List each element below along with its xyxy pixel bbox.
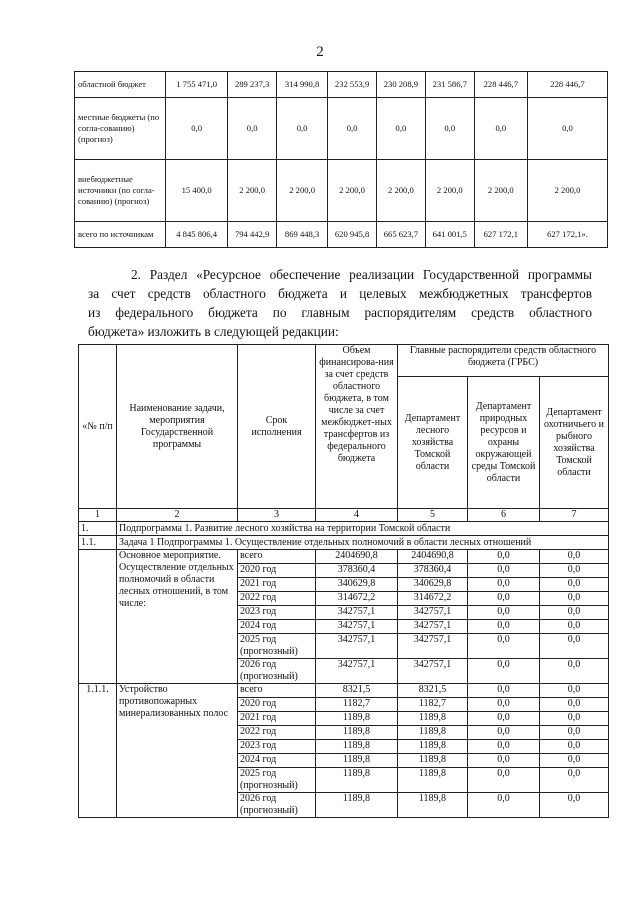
term-cell: 2023 год	[238, 606, 316, 620]
volume-cell: 2404690,8	[316, 550, 398, 564]
dept3-cell: 0,0	[540, 578, 609, 592]
dept3-cell: 0,0	[540, 634, 609, 659]
subprogram-title: Подпрограмма 1. Развитие лесного хозяйства на территории Томской области	[117, 522, 609, 536]
volume-cell: 1189,8	[316, 712, 398, 726]
funding-value: 15 400,0	[166, 160, 228, 222]
dept3-cell: 0,0	[540, 659, 609, 684]
dept1-cell: 378360,4	[398, 564, 468, 578]
dept2-cell: 0,0	[468, 659, 540, 684]
header-name: Наименование задачи, мероприятия Государственной программы	[117, 345, 238, 509]
term-cell: 2020 год	[238, 564, 316, 578]
term-cell: 2026 год (прогнозный)	[238, 659, 316, 684]
index-cell: 6	[468, 509, 540, 522]
dept3-cell: 0,0	[540, 592, 609, 606]
dept2-cell: 0,0	[468, 712, 540, 726]
funding-row	[75, 72, 608, 98]
dept3-cell: 0,0	[540, 712, 609, 726]
task-num: 1.1.	[79, 536, 117, 550]
funding-value: 2 200,0	[277, 160, 328, 222]
dept2-cell: 0,0	[468, 620, 540, 634]
funding-value: 620 945,8	[328, 222, 377, 248]
term-cell: 2021 год	[238, 578, 316, 592]
dept1-cell: 1189,8	[398, 712, 468, 726]
funding-value: 641 001,5	[425, 222, 474, 248]
year-row	[79, 684, 609, 698]
funding-value: 2 200,0	[527, 160, 607, 222]
dept1-cell: 342757,1	[398, 620, 468, 634]
volume-cell: 1189,8	[316, 768, 398, 793]
dept1-cell: 314672,2	[398, 592, 468, 606]
term-cell: 2025 год (прогнозный)	[238, 634, 316, 659]
funding-value: 627 172,1».	[527, 222, 607, 248]
dept2-cell: 0,0	[468, 634, 540, 659]
task-row	[79, 536, 609, 550]
index-row	[79, 509, 609, 522]
funding-source-label: областной бюджет	[75, 72, 166, 98]
term-cell: 2022 год	[238, 592, 316, 606]
header-grbs: Главные распорядители средств областного бюджета (ГРБС)	[398, 345, 609, 377]
term-cell: 2021 год	[238, 712, 316, 726]
funding-value: 0,0	[277, 98, 328, 160]
funding-value: 2 200,0	[328, 160, 377, 222]
term-cell: всего	[238, 550, 316, 564]
dept2-cell: 0,0	[468, 754, 540, 768]
term-cell: всего	[238, 684, 316, 698]
funding-row	[75, 98, 608, 160]
section-2-paragraph	[88, 265, 592, 341]
index-cell: 1	[79, 509, 117, 522]
dept3-cell: 0,0	[540, 620, 609, 634]
dept2-cell: 0,0	[468, 606, 540, 620]
funding-sources-table	[74, 71, 608, 248]
subprogram-row	[79, 522, 609, 536]
funding-row	[75, 160, 608, 222]
dept2-cell: 0,0	[468, 564, 540, 578]
dept3-cell: 0,0	[540, 606, 609, 620]
index-cell: 2	[117, 509, 238, 522]
volume-cell: 314672,2	[316, 592, 398, 606]
funding-value: 0,0	[376, 98, 425, 160]
volume-cell: 1189,8	[316, 726, 398, 740]
funding-value: 0,0	[228, 98, 277, 160]
task-title: Задача 1 Подпрограммы 1. Осуществление отдельных полномочий в области лесных отношений	[117, 536, 609, 550]
dept1-cell: 1189,8	[398, 768, 468, 793]
funding-value: 2 200,0	[474, 160, 527, 222]
term-cell: 2023 год	[238, 740, 316, 754]
header-dept1: Департамент лесного хозяйства Томской области	[398, 377, 468, 509]
paragraph-line: из федерального бюджета по главным распорядителям средств областного	[88, 305, 592, 320]
funding-value: 665 623,7	[376, 222, 425, 248]
dept1-cell: 1189,8	[398, 754, 468, 768]
index-cell: 4	[316, 509, 398, 522]
dept1-cell: 342757,1	[398, 606, 468, 620]
header-term: Срок исполнения	[238, 345, 316, 509]
paragraph-line: за счет средств областного бюджета и целевых межбюджетных трансфертов	[88, 286, 592, 301]
dept2-cell: 0,0	[468, 740, 540, 754]
dept3-cell: 0,0	[540, 740, 609, 754]
dept3-cell: 0,0	[540, 698, 609, 712]
dept3-cell: 0,0	[540, 564, 609, 578]
measure-num	[79, 550, 117, 684]
dept2-cell: 0,0	[468, 550, 540, 564]
volume-cell: 340629,8	[316, 578, 398, 592]
funding-value: 0,0	[474, 98, 527, 160]
funding-value: 2 200,0	[376, 160, 425, 222]
funding-source-label: всего по источникам	[75, 222, 166, 248]
funding-source-label: внебюджетные источники (по согла-сованию) (прогноз)	[75, 160, 166, 222]
volume-cell: 342757,1	[316, 659, 398, 684]
dept2-cell: 0,0	[468, 793, 540, 818]
dept1-cell: 340629,8	[398, 578, 468, 592]
funding-row	[75, 222, 608, 248]
volume-cell: 378360,4	[316, 564, 398, 578]
volume-cell: 342757,1	[316, 634, 398, 659]
dept2-cell: 0,0	[468, 578, 540, 592]
header-dept3: Департамент охотничьего и рыбного хозяйства Томской области	[540, 377, 609, 509]
funding-value: 228 446,7	[527, 72, 607, 98]
funding-value: 314 990,8	[277, 72, 328, 98]
term-cell: 2024 год	[238, 754, 316, 768]
volume-cell: 342757,1	[316, 606, 398, 620]
measure-name: Основное мероприятие. Осуществление отдельных полномочий в области лесных отношений, в том числе:	[117, 550, 238, 684]
funding-value: 794 442,9	[228, 222, 277, 248]
dept2-cell: 0,0	[468, 592, 540, 606]
dept1-cell: 1182,7	[398, 698, 468, 712]
dept1-cell: 1189,8	[398, 740, 468, 754]
subprogram-num: 1.	[79, 522, 117, 536]
funding-value: 0,0	[328, 98, 377, 160]
funding-value: 231 586,7	[425, 72, 474, 98]
index-cell: 3	[238, 509, 316, 522]
dept1-cell: 8321,5	[398, 684, 468, 698]
header-dept2: Департамент природных ресурсов и охраны окружающей среды Томской области	[468, 377, 540, 509]
dept2-cell: 0,0	[468, 768, 540, 793]
year-row	[79, 550, 609, 564]
dept1-cell: 1189,8	[398, 726, 468, 740]
funding-value: 230 208,9	[376, 72, 425, 98]
dept3-cell: 0,0	[540, 726, 609, 740]
index-cell: 7	[540, 509, 609, 522]
paragraph-line: 2. Раздел «Ресурсное обеспечение реализации Государственной программы	[131, 267, 592, 282]
term-cell: 2020 год	[238, 698, 316, 712]
dept3-cell: 0,0	[540, 684, 609, 698]
index-cell: 5	[398, 509, 468, 522]
funding-value: 289 237,3	[228, 72, 277, 98]
funding-value: 1 755 471,0	[166, 72, 228, 98]
volume-cell: 1189,8	[316, 740, 398, 754]
dept3-cell: 0,0	[540, 768, 609, 793]
dept3-cell: 0,0	[540, 793, 609, 818]
dept2-cell: 0,0	[468, 698, 540, 712]
term-cell: 2024 год	[238, 620, 316, 634]
funding-value: 228 446,7	[474, 72, 527, 98]
funding-source-label: местные бюджеты (по согла-сованию) (прогноз)	[75, 98, 166, 160]
dept3-cell: 0,0	[540, 754, 609, 768]
term-cell: 2025 год (прогнозный)	[238, 768, 316, 793]
dept2-cell: 0,0	[468, 726, 540, 740]
funding-value: 0,0	[166, 98, 228, 160]
dept1-cell: 2404690,8	[398, 550, 468, 564]
dept3-cell: 0,0	[540, 550, 609, 564]
volume-cell: 1189,8	[316, 793, 398, 818]
funding-value: 4 845 806,4	[166, 222, 228, 248]
funding-value: 0,0	[527, 98, 607, 160]
volume-cell: 8321,5	[316, 684, 398, 698]
paragraph-line: бюджета» изложить в следующей редакции:	[88, 324, 339, 339]
volume-cell: 1182,7	[316, 698, 398, 712]
dept2-cell: 0,0	[468, 684, 540, 698]
funding-value: 2 200,0	[425, 160, 474, 222]
term-cell: 2026 год (прогнозный)	[238, 793, 316, 818]
funding-value: 2 200,0	[228, 160, 277, 222]
term-cell: 2022 год	[238, 726, 316, 740]
header-volume: Объем финансирова-ния за счет средств областного бюджета, в том числе за счет межбюджет-ных трансфертов из федерального бюджета	[316, 345, 398, 509]
funding-value: 0,0	[425, 98, 474, 160]
dept1-cell: 342757,1	[398, 659, 468, 684]
header-num: «№ п/п	[79, 345, 117, 509]
measure-num: 1.1.1.	[79, 684, 117, 818]
funding-value: 627 172,1	[474, 222, 527, 248]
volume-cell: 1189,8	[316, 754, 398, 768]
measure-name: Устройство противопожарных минерализованных полос	[117, 684, 238, 818]
volume-cell: 342757,1	[316, 620, 398, 634]
dept1-cell: 1189,8	[398, 793, 468, 818]
funding-value: 232 553,9	[328, 72, 377, 98]
header-row	[79, 345, 609, 377]
funding-value: 869 448,3	[277, 222, 328, 248]
dept1-cell: 342757,1	[398, 634, 468, 659]
page-number: 2	[316, 44, 324, 60]
resource-table	[78, 344, 609, 818]
